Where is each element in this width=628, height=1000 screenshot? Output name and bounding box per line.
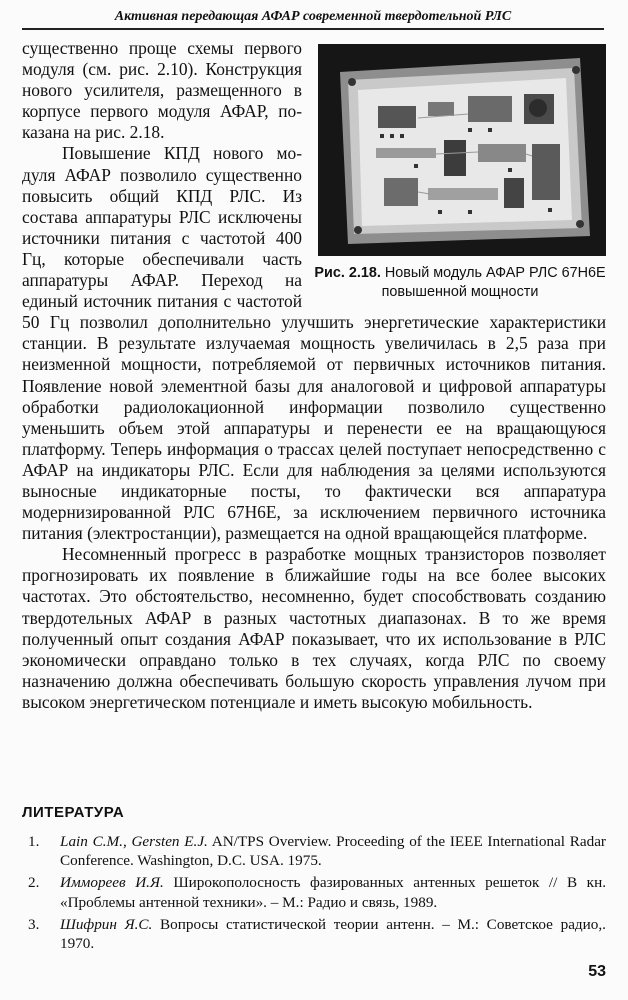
figure-caption <box>314 264 606 302</box>
reference-item <box>22 873 606 911</box>
module-photo-graphic <box>318 44 606 256</box>
reference-item <box>22 832 606 870</box>
reference-authors: Lain C.M., Gersten E.J. <box>60 833 208 850</box>
reference-authors: Иммореев И.Я. <box>60 874 164 892</box>
reference-authors: Шифрин Я.С. <box>60 915 153 933</box>
paragraph-3: Несомненный прогресс в разработке мощных транзисторов позволяет прогнозировать их появление в ближайшие годы на все более высоких частотах. Это обстоятельство, несомненно, будет способствовать созданию твердотельных АФАР в разных частотных диапазонах. В то же время полученный опыт создания АФАР показывает, что их использование в РЛС экономически оправдано только в тех случаях, когда РЛС по своему назначению должна обеспечивать большую скорость управления лучом при высоком энергетическом потенциале и иметь высокую мобильность. <box>22 544 606 712</box>
figure-caption-text: Новый модуль АФАР РЛС 67Н6Е повышенной мощности <box>380 265 606 300</box>
module-photo <box>318 44 606 256</box>
reference-number: 3. <box>28 915 40 933</box>
figure-2-18 <box>314 38 606 302</box>
paragraph-2: Повышение КПД нового модуля АФАР позволило существенно повысить общий КПД РЛС. Из состава аппаратуры РЛС исключены источники питания с частотой 400 Гц, которые обеспечивали часть аппаратуры АФАР. Переход на единый источник питания с частотой 50 Гц позволил дополнительно улучшить энергетические характеристики станции. В результате излучаемая мощность увеличилась в 2,5 раза при неизменной мощности, потребляемой от первичных источников питания. Появление новой элементной базы для аналоговой и цифровой аппаратуры обработки радиолокационной информации позволило существенно уменьшить объем этой аппаратуры и перенести ее на вращающуюся платформу. Теперь информация о трассах целей поступает непосредственно с АФАР на индикаторы РЛС. Если для наблюдения за целями используются выносные индикаторные посты, то фактически вся аппаратура модернизированной РЛС 67Н6Е, за исключением первичного источника питания (электростанции), размещается на одной вращающейся платформе. <box>22 143 606 544</box>
main-text <box>22 38 606 713</box>
reference-text: AN/TPS Overview. Proceeding of the IEEE International Radar Conference. Washington, D.C. USA. 1975. <box>60 833 606 870</box>
reference-text: Широкополосность фазированных антенных решеток // В кн. «Проблемы антенной техники». – М.: Радио и связь, 1989. <box>60 874 606 911</box>
reference-item <box>22 915 606 953</box>
reference-number: 1. <box>28 833 40 850</box>
reference-number: 2. <box>28 874 40 892</box>
paragraph-1: существенно проще схемы первого модуля (см. рис. 2.10). Конструкция нового усилителя, размещенного в корпусе первого модуля АФАР, показана на рис. 2.18. <box>22 38 302 143</box>
running-header: Активная передающая АФАР современной твердотельной РЛС <box>22 6 604 30</box>
figure-caption-label: Рис. 2.18. <box>314 265 381 281</box>
reference-list <box>22 832 606 956</box>
literature-title: ЛИТЕРАТУРА <box>22 804 125 821</box>
reference-text: Вопросы статистической теории антенн. – М.: Советское радио,. 1970. <box>60 915 606 953</box>
page-number: 53 <box>588 963 606 980</box>
